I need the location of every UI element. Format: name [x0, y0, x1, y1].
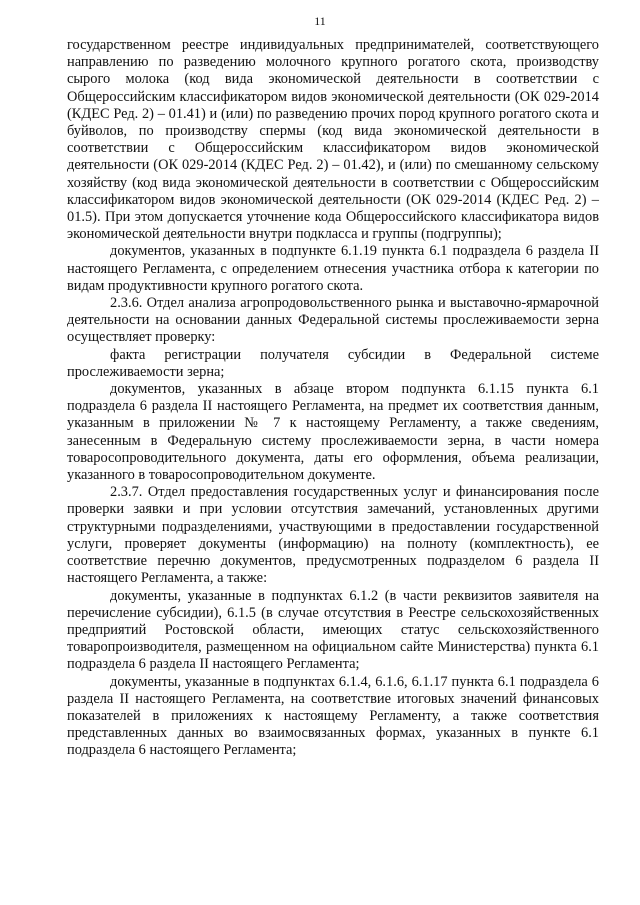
paragraph-2-3-6: 2.3.6. Отдел анализа агропродовольственного рынка и выставочно-ярмарочной деятельности на основании данных Федеральной системы прослеживаемости зерна осуществляет проверку: [67, 295, 599, 346]
document-body [67, 37, 599, 760]
paragraph-2-3-7: 2.3.7. Отдел предоставления государственных услуг и финансирования после проверки заявки и при условии отсутствия замечаний, установленных другими структурными подразделениями, участвующими в предоставлении государственной услуги, проверяет документы (информацию) на полноту (комплектность), ее соответствие перечню документов, предусмотренных подразделом 6 раздела II настоящего Регламента, а также: [67, 484, 599, 587]
paragraph-documents-6-1-4: документы, указанные в подпунктах 6.1.4, 6.1.6, 6.1.17 пункта 6.1 подраздела 6 раздела II настоящего Регламента, на соответствие итоговых значений финансовых показателей в приложениях к настоящему Регламенту, а также соответствия представленных данных во взаимосвязанных формах, указанных в пункте 6.1 подраздела 6 настоящего Регламента; [67, 673, 599, 759]
page-number: 11 [314, 14, 326, 28]
paragraph-documents-6-1-15: документов, указанных в абзаце втором подпункта 6.1.15 пункта 6.1 подраздела 6 раздела II настоящего Регламента, на предмет их соответствия данным, указанным в приложении № 7 к настоящему Регламенту, а также сведениям, занесенным в Федеральную систему прослеживаемости зерна, в части номера товаросопроводительного документа, даты его оформления, объема реализации, указанного в товаросопроводительном документе. [67, 381, 599, 484]
paragraph-documents-6-1-19: документов, указанных в подпункте 6.1.19 пункта 6.1 подраздела 6 раздела II настоящего Регламента, с определением отнесения участника отбора к категории по видам продуктивности крупного рогатого скота. [67, 243, 599, 294]
paragraph-registration-fact: факта регистрации получателя субсидии в Федеральной системе прослеживаемости зерна; [67, 346, 599, 380]
paragraph-documents-6-1-2: документы, указанные в подпунктах 6.1.2 (в части реквизитов заявителя на перечисление субсидии), 6.1.5 (в случае отсутствия в Реестре сельскохозяйственных предприятий Ростовской области, имеющих статус сельскохозяйственного товаропроизводителя, размещенном на официальном сайте Министерства) пункта 6.1 подраздела 6 раздела II настоящего Регламента; [67, 587, 599, 673]
paragraph-continuation: государственном реестре индивидуальных предпринимателей, соответствующего направлению по разведению молочного крупного рогатого скота, производству сырого молока (код вида экономической деятельности в соответствии с Общероссийским классификатором видов экономической деятельности (ОК 029-2014 (КДЕС Ред. 2) – 01.41) и (или) по разведению прочих пород крупного рогатого скота и буйволов, по производству спермы (код вида экономической деятельности в соответствии с Общероссийским классификатором видов экономической деятельности (ОК 029-2014 (КДЕС Ред. 2) – 01.42), и (или) по смешанному сельскому хозяйству (код вида экономической деятельности в соответствии с Общероссийским классификатором видов экономической деятельности (ОК 029-2014 (КДЕС Ред. 2) – 01.5). При этом допускается уточнение кода Общероссийского классификатора видов экономической деятельности внутри подкласса и группы (подгруппы); [67, 37, 599, 243]
